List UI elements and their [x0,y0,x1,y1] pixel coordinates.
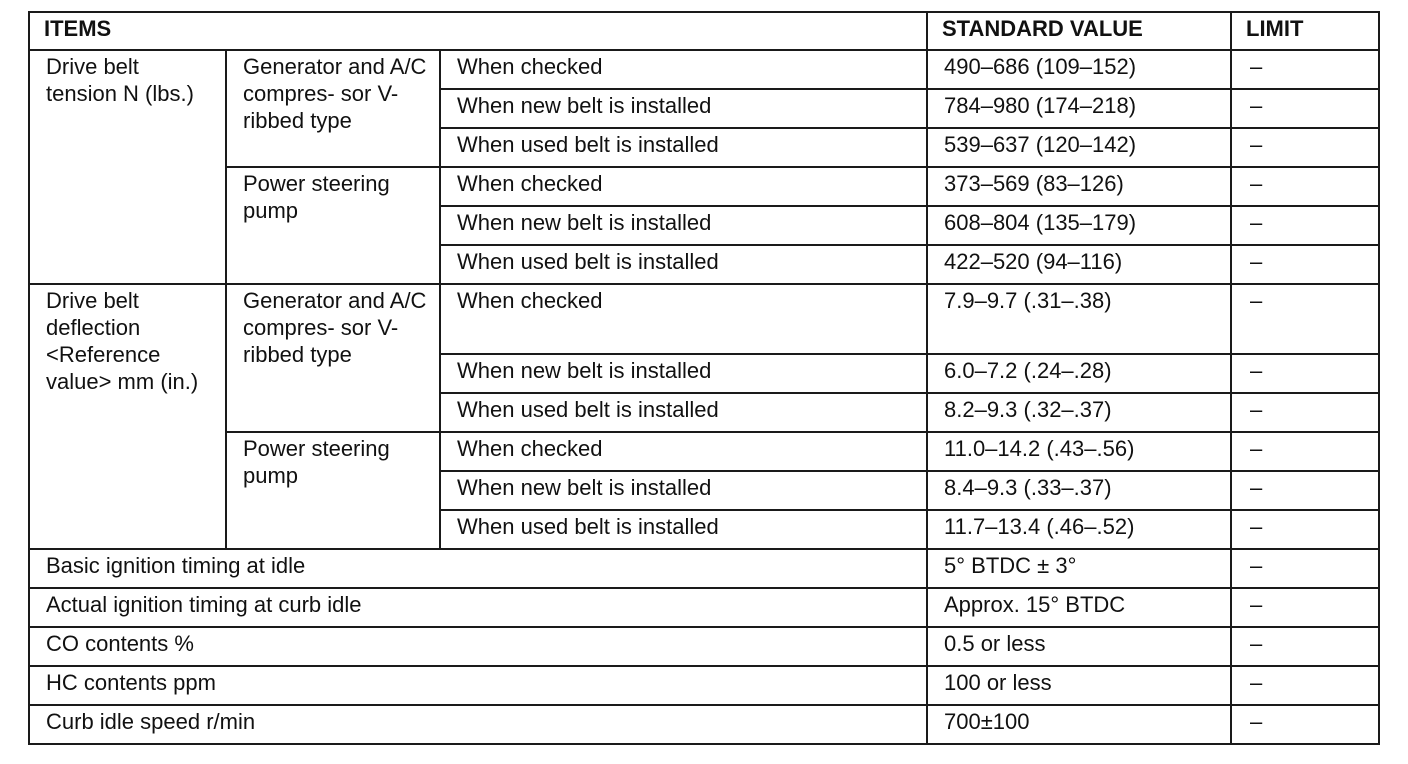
item-cell: Actual ignition timing at curb idle [29,588,927,627]
value-cell: 539–637 (120–142) [927,128,1231,167]
table-row [29,167,1379,206]
condition-cell: When used belt is installed [440,510,927,549]
value-cell: 422–520 (94–116) [927,245,1231,284]
limit-cell: – [1231,89,1379,128]
item-cell: CO contents % [29,627,927,666]
value-cell: 490–686 (109–152) [927,50,1231,89]
item-label-tension: Drive belt tension N (lbs.) [29,50,226,284]
condition-cell: When used belt is installed [440,245,927,284]
limit-cell: – [1231,549,1379,588]
value-cell: 7.9–9.7 (.31–.38) [927,284,1231,354]
condition-cell: When new belt is installed [440,89,927,128]
value-cell: 100 or less [927,666,1231,705]
limit-cell: – [1231,432,1379,471]
value-cell: 8.4–9.3 (.33–.37) [927,471,1231,510]
value-cell: 8.2–9.3 (.32–.37) [927,393,1231,432]
condition-cell: When checked [440,167,927,206]
item-cell: HC contents ppm [29,666,927,705]
group-label: Power steering pump [226,432,440,549]
limit-cell: – [1231,666,1379,705]
value-cell: 0.5 or less [927,627,1231,666]
header-standard-value: STANDARD VALUE [927,12,1231,50]
value-cell: 700±100 [927,705,1231,744]
value-cell: 11.0–14.2 (.43–.56) [927,432,1231,471]
limit-cell: – [1231,627,1379,666]
value-cell: 11.7–13.4 (.46–.52) [927,510,1231,549]
value-cell: 373–569 (83–126) [927,167,1231,206]
value-cell: 608–804 (135–179) [927,206,1231,245]
limit-cell: – [1231,588,1379,627]
table-row [29,666,1379,705]
table-row [29,284,1379,354]
table-row [29,50,1379,89]
condition-cell: When new belt is installed [440,206,927,245]
header-limit: LIMIT [1231,12,1379,50]
group-label: Generator and A/C compres- sor V-ribbed type [226,284,440,432]
value-cell: 784–980 (174–218) [927,89,1231,128]
condition-cell: When used belt is installed [440,128,927,167]
condition-cell: When checked [440,50,927,89]
item-cell: Curb idle speed r/min [29,705,927,744]
limit-cell: – [1231,128,1379,167]
item-cell: Basic ignition timing at idle [29,549,927,588]
condition-cell: When checked [440,432,927,471]
limit-cell: – [1231,245,1379,284]
group-label: Generator and A/C compres- sor V-ribbed type [226,50,440,167]
group-label: Power steering pump [226,167,440,284]
table-row [29,705,1379,744]
limit-cell: – [1231,206,1379,245]
limit-cell: – [1231,705,1379,744]
value-cell: Approx. 15° BTDC [927,588,1231,627]
table-row [29,588,1379,627]
limit-cell: – [1231,50,1379,89]
table-row [29,432,1379,471]
limit-cell: – [1231,167,1379,206]
condition-cell: When new belt is installed [440,471,927,510]
table-row [29,549,1379,588]
value-cell: 6.0–7.2 (.24–.28) [927,354,1231,393]
value-cell: 5° BTDC ± 3° [927,549,1231,588]
limit-cell: – [1231,284,1379,354]
specification-table [28,11,1380,745]
limit-cell: – [1231,471,1379,510]
limit-cell: – [1231,354,1379,393]
item-label-deflection: Drive belt deflection <Reference value> mm (in.) [29,284,226,549]
condition-cell: When used belt is installed [440,393,927,432]
header-items: ITEMS [29,12,927,50]
condition-cell: When new belt is installed [440,354,927,393]
limit-cell: – [1231,510,1379,549]
condition-cell: When checked [440,284,927,354]
limit-cell: – [1231,393,1379,432]
header-row [29,12,1379,50]
table-row [29,627,1379,666]
